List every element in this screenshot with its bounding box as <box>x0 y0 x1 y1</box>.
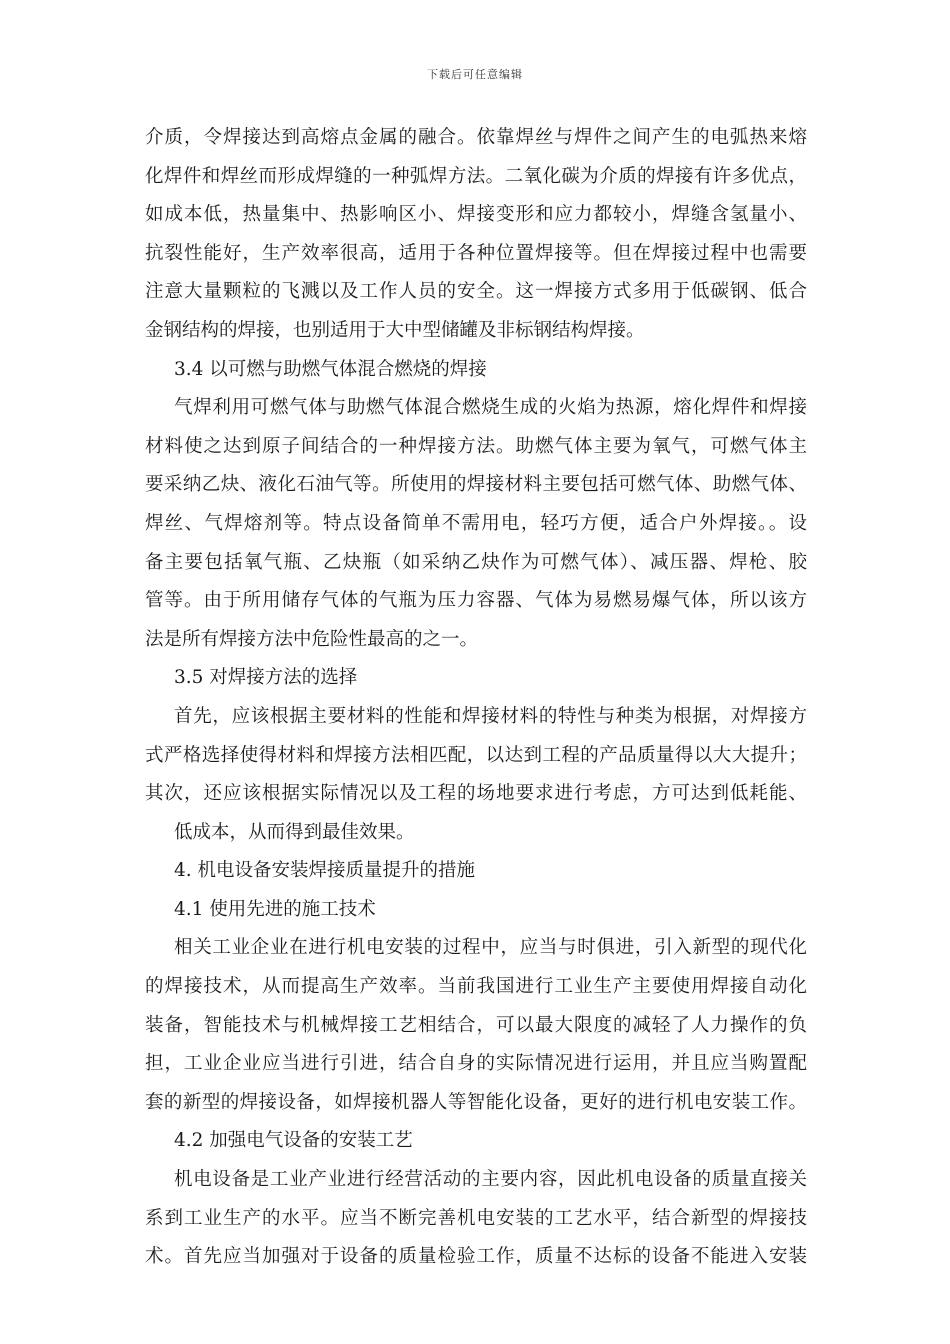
text-line: 材料使之达到原子间结合的一种焊接方法。助燃气体主要为氧气，可燃气体主 <box>145 435 807 457</box>
text-line: 术。首先应当加强对于设备的质量检验工作，质量不达标的设备不能进入安装 <box>145 1246 807 1268</box>
text-line: 其次，还应该根据实际情况以及工程的场地要求进行考虑，方可达到低耗能、 <box>145 783 807 805</box>
text-line: 焊丝、气焊熔剂等。特点设备简单不需用电，轻巧方便，适合户外焊接。。设 <box>145 512 807 534</box>
text-line: 抗裂性能好，生产效率很高，适用于各种位置焊接等。但在焊接过程中也需要 <box>145 242 807 264</box>
text-line: 备主要包括氧气瓶、乙炔瓶（如采纳乙炔作为可燃气体）、减压器、焊枪、胶 <box>145 551 807 573</box>
text-line: 式严格选择使得材料和焊接方法相匹配，以达到工程的产品质量得以大大提升； <box>145 744 807 766</box>
text-line: 介质，令焊接达到高熔点金属的融合。依靠焊丝与焊件之间产生的电弧热来熔 <box>145 127 807 148</box>
text-line: 管等。由于所用储存气体的气瓶为压力容器、气体为易燃易爆气体，所以该方 <box>145 590 807 612</box>
text-line: 注意大量颗粒的飞溅以及工作人员的安全。这一焊接方式多用于低碳钢、低合 <box>145 281 807 303</box>
text-line: 担，工业企业应当进行引进，结合自身的实际情况进行运用，并且应当购置配 <box>145 1053 807 1075</box>
text-line: 要采纳乙炔、液化石油气等。所使用的焊接材料主要包括可燃气体、助燃气体、 <box>145 474 807 496</box>
text-line: 首先，应该根据主要材料的性能和焊接材料的特性与种类为根据，对焊接方 <box>174 705 807 727</box>
section-heading: 4.1 使用先进的施工技术 <box>174 898 376 920</box>
text-line: 金钢结构的焊接，也别适用于大中型储罐及非标钢结构焊接。 <box>145 319 645 341</box>
text-line: 气焊利用可燃气体与助燃气体混合燃烧生成的火焰为热源，熔化焊件和焊接 <box>174 397 807 419</box>
section-heading: 3.4 以可燃与助燃气体混合燃烧的焊接 <box>174 358 487 380</box>
text-line: 相关工业企业在进行机电安装的过程中，应当与时俱进，引入新型的现代化 <box>174 937 807 959</box>
text-line: 法是所有焊接方法中危险性最高的之一。 <box>145 628 479 650</box>
section-heading: 4. 机电设备安装焊接质量提升的措施 <box>174 860 476 882</box>
text-line: 装备，智能技术与机械焊接工艺相结合，可以最大限度的减轻了人力操作的负 <box>145 1014 807 1036</box>
text-line: 系到工业生产的水平。应当不断完善机电安装的工艺水平，结合新型的焊接技 <box>145 1207 807 1229</box>
text-line: 的焊接技术，从而提高生产效率。当前我国进行工业生产主要使用焊接自动化 <box>145 976 807 998</box>
text-line: 化焊件和焊丝而形成焊缝的一种弧焊方法。二氧化碳为介质的焊接有许多优点， <box>145 165 807 187</box>
section-heading: 4.2 加强电气设备的安装工艺 <box>174 1130 413 1152</box>
document-body <box>145 119 807 1277</box>
text-line: 如成本低，热量集中、热影响区小、焊接变形和应力都较小，焊缝含氢量小、 <box>145 204 807 226</box>
page-header: 下载后可任意编辑 <box>427 68 523 81</box>
text-line: 机电设备是工业产业进行经营活动的主要内容，因此机电设备的质量直接关 <box>174 1169 807 1191</box>
text-line: 套的新型的焊接设备，如焊接机器人等智能化设备，更好的进行机电安装工作。 <box>145 1091 807 1113</box>
section-heading: 3.5 对焊接方法的选择 <box>174 667 358 689</box>
text-line: 低成本，从而得到最佳效果。 <box>174 821 415 843</box>
